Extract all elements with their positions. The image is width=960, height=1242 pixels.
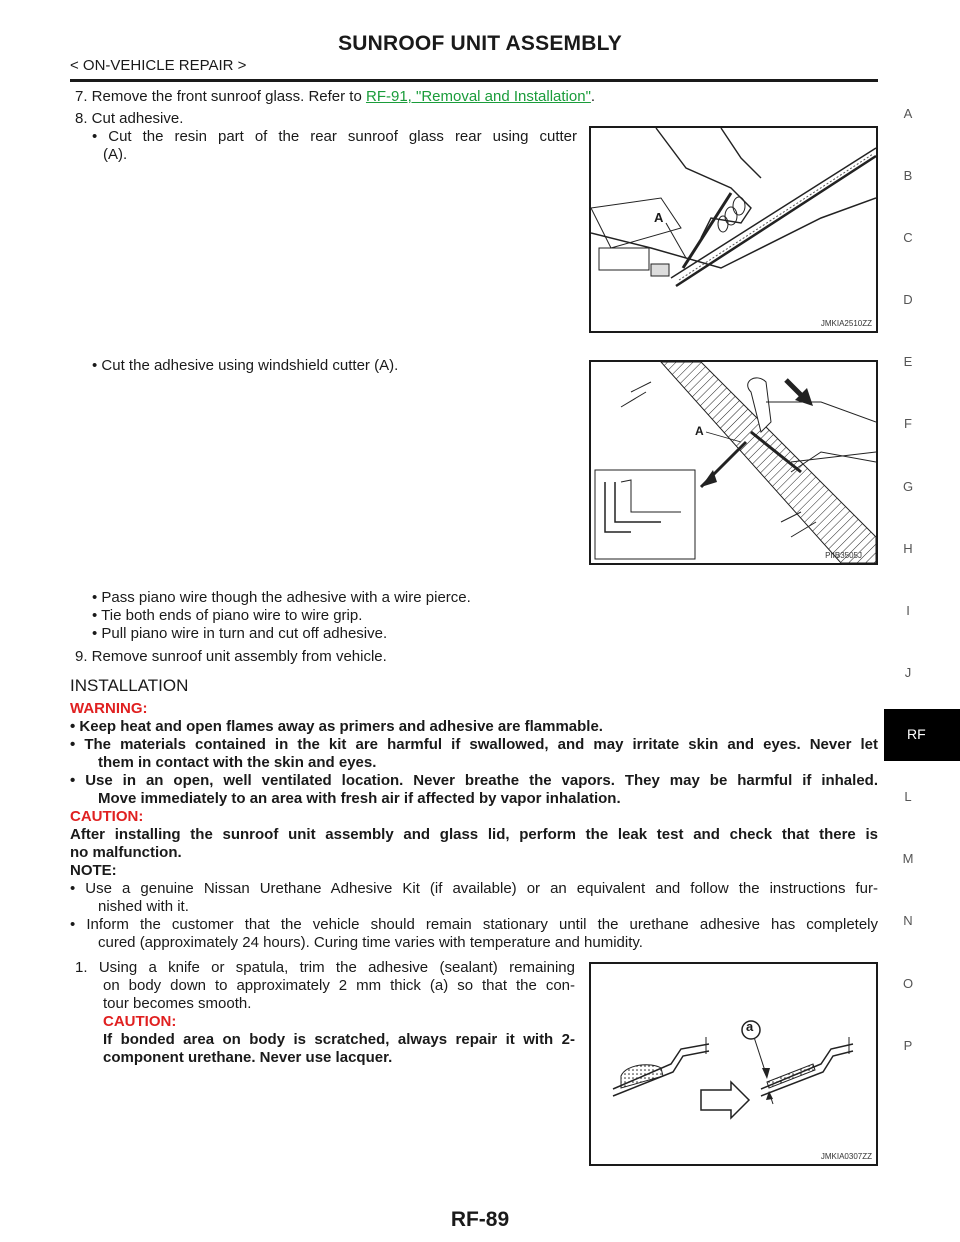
side-index-n[interactable]: N bbox=[903, 913, 913, 928]
side-index-c[interactable]: C bbox=[903, 230, 913, 245]
warning-1: • Keep heat and open flames away as primers and adhesive are flammable. bbox=[70, 718, 603, 735]
install-step-1-line-1: 1. Using a knife or spatula, trim the adhesive (sealant) remaining bbox=[75, 959, 575, 976]
figure-windshield-cutter bbox=[589, 360, 878, 565]
step-7-text: 7. Remove the front sunroof glass. Refer to bbox=[75, 88, 366, 105]
step-8: 8. Cut adhesive. bbox=[75, 110, 184, 127]
figure-1-code: JMKIA2510ZZ bbox=[820, 319, 872, 328]
install-step-1-caution-label: CAUTION: bbox=[103, 1013, 177, 1030]
caution-line-2: no malfunction. bbox=[70, 844, 182, 861]
step-7 bbox=[75, 88, 595, 106]
warning-label: WARNING: bbox=[70, 700, 148, 717]
figure-2-code: PIIB3505J bbox=[825, 551, 862, 560]
note-2-line-1: • Inform the customer that the vehicle should remain stationary until the urethane adhesive has completely bbox=[70, 916, 878, 933]
side-index-h[interactable]: H bbox=[903, 541, 913, 556]
reference-link[interactable]: RF-91, "Removal and Installation" bbox=[365, 88, 591, 105]
side-index-p[interactable]: P bbox=[903, 1038, 913, 1053]
side-index-rf: RF bbox=[907, 726, 926, 742]
note-2-line-2: cured (approximately 24 hours). Curing time varies with temperature and humidity. bbox=[98, 934, 643, 951]
step-7-end: . bbox=[590, 88, 596, 105]
note-1-line-2: nished with it. bbox=[98, 898, 189, 915]
trim-adhesive-illustration bbox=[591, 964, 876, 1164]
page-number: RF-89 bbox=[450, 1208, 510, 1231]
figure-3-code: JMKIA0307ZZ bbox=[820, 1152, 872, 1161]
step-8-bullet-1-line-1: • Cut the resin part of the rear sunroof glass rear using cutter bbox=[92, 128, 577, 145]
page-title: SUNROOF UNIT ASSEMBLY bbox=[338, 32, 622, 55]
caution-label: CAUTION: bbox=[70, 808, 144, 825]
step-8-bullet-5: • Pull piano wire in turn and cut off adhesive. bbox=[92, 625, 388, 642]
installation-heading: INSTALLATION bbox=[70, 676, 189, 695]
side-index-i[interactable]: I bbox=[906, 603, 910, 618]
figure-cut-resin bbox=[589, 126, 878, 333]
side-index-f[interactable]: F bbox=[904, 416, 912, 431]
step-8-bullet-1-line-2: (A). bbox=[103, 146, 128, 163]
figure-1-label-a: A bbox=[654, 210, 664, 225]
figure-trim-adhesive bbox=[589, 962, 878, 1166]
header-divider bbox=[70, 79, 878, 82]
install-step-1-line-2: on body down to approximately 2 mm thick (a) so that the con- bbox=[103, 977, 575, 994]
figure-2-label-a: A bbox=[695, 424, 704, 438]
step-8-bullet-3: • Pass piano wire though the adhesive with a wire pierce. bbox=[92, 589, 471, 606]
note-label: NOTE: bbox=[70, 862, 117, 879]
warning-3-line-2: Move immediately to an area with fresh air if affected by vapor inhalation. bbox=[98, 790, 621, 807]
install-step-1-caution-line-1: If bonded area on body is scratched, always repair it with 2- bbox=[103, 1031, 575, 1048]
figure-3-label-a: a bbox=[746, 1019, 754, 1034]
side-index-o[interactable]: O bbox=[902, 976, 914, 991]
side-index-l[interactable]: L bbox=[904, 789, 912, 804]
side-index-active-tab[interactable] bbox=[884, 709, 960, 761]
caution-line-1: After installing the sunroof unit assembly and glass lid, perform the leak test and check that there is bbox=[70, 826, 878, 843]
warning-3-line-1: • Use in an open, well ventilated location. Never breathe the vapors. They may be harmful if inhaled. bbox=[70, 772, 878, 789]
warning-2-line-2: them in contact with the skin and eyes. bbox=[98, 754, 377, 771]
side-index-a[interactable]: A bbox=[903, 106, 913, 121]
side-index-e[interactable]: E bbox=[903, 354, 913, 369]
step-8-bullet-2: • Cut the adhesive using windshield cutter (A). bbox=[92, 357, 399, 374]
install-step-1-caution-line-2: component urethane. Never use lacquer. bbox=[103, 1049, 393, 1066]
note-1-line-1: • Use a genuine Nissan Urethane Adhesive Kit (if available) or an equivalent and follow the instructions fur- bbox=[70, 880, 878, 897]
warning-2-line-1: • The materials contained in the kit are harmful if swallowed, and may irritate skin and eyes. Never let bbox=[70, 736, 878, 753]
windshield-cutter-illustration bbox=[591, 362, 876, 563]
install-step-1-line-3: tour becomes smooth. bbox=[103, 995, 252, 1012]
side-index-b[interactable]: B bbox=[903, 168, 913, 183]
side-index-j[interactable]: J bbox=[904, 665, 912, 680]
section-subtitle: < ON-VEHICLE REPAIR > bbox=[70, 57, 247, 74]
side-index-m[interactable]: M bbox=[902, 851, 914, 866]
step-9: 9. Remove sunroof unit assembly from vehicle. bbox=[75, 648, 387, 665]
side-index-d[interactable]: D bbox=[903, 292, 913, 307]
step-8-bullet-4: • Tie both ends of piano wire to wire grip. bbox=[92, 607, 363, 624]
cutter-illustration bbox=[591, 128, 876, 331]
side-index-g[interactable]: G bbox=[902, 479, 914, 494]
